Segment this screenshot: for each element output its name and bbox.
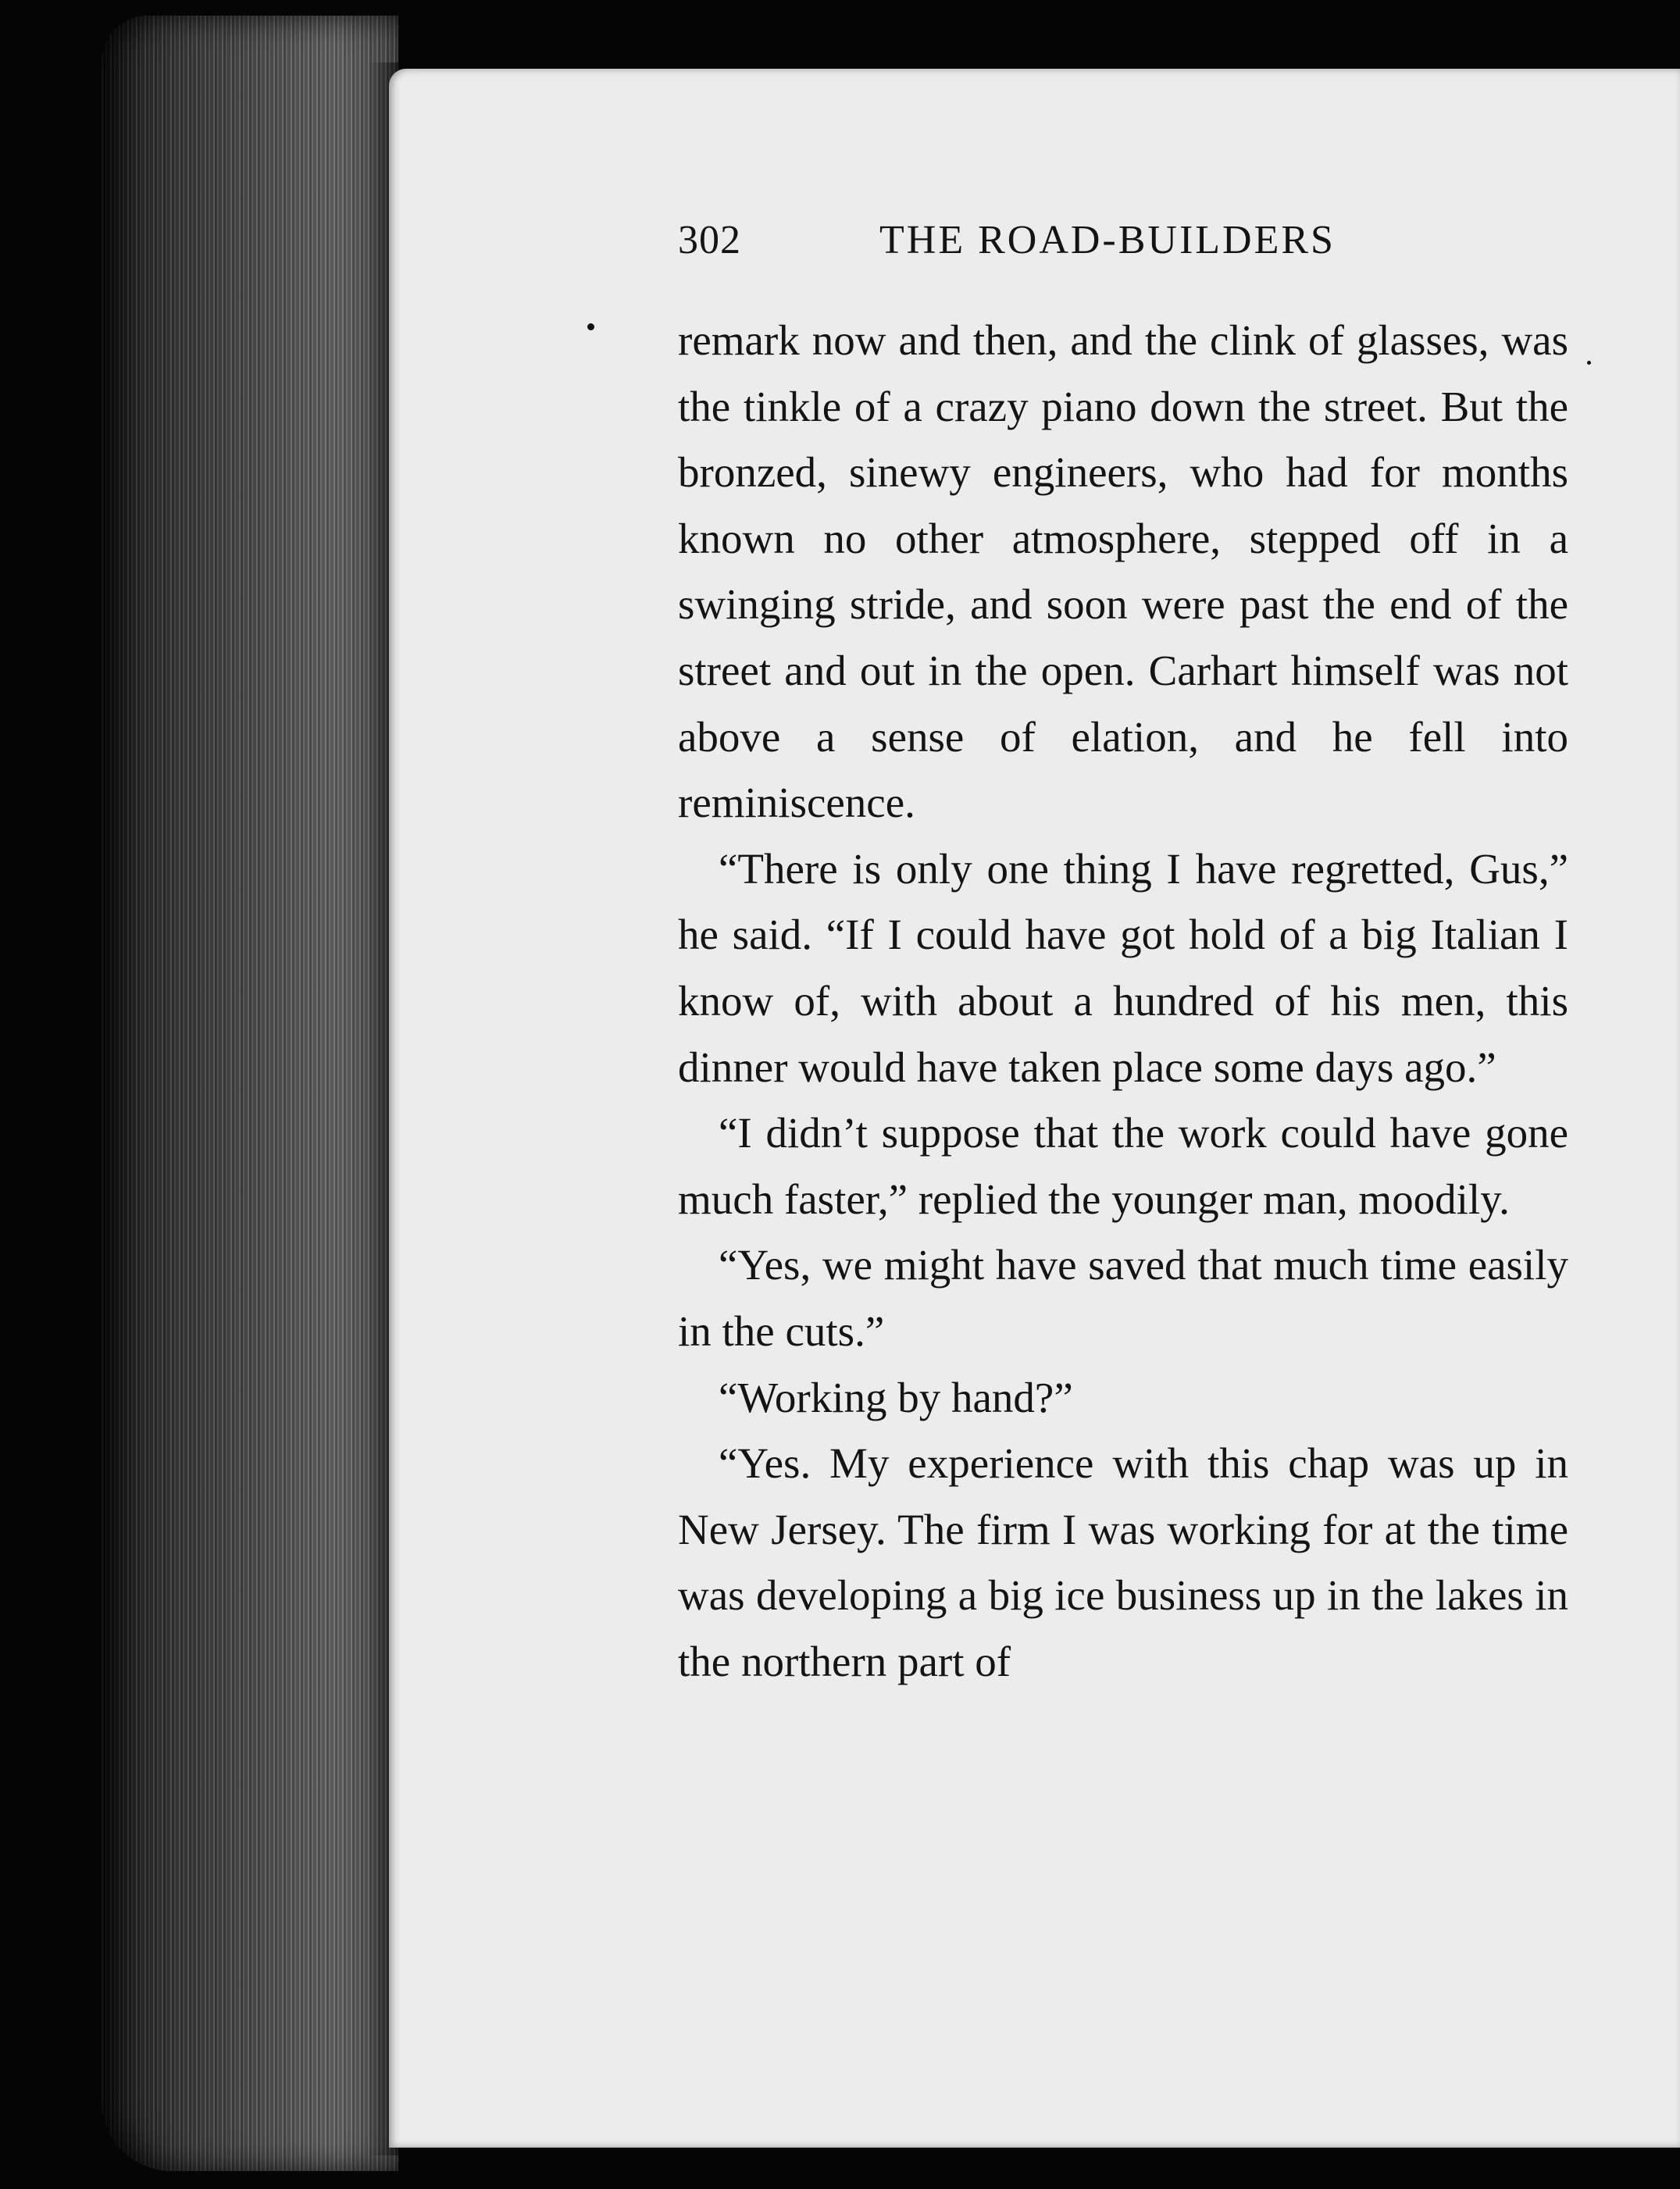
book-page <box>389 69 1680 2148</box>
paragraph: “There is only one thing I have regretted, Gus,” he said. “If I could have got hold of a big Italian I know of, with about a hundred of his men, this dinner would have taken place some days ago.” <box>678 844 1568 1091</box>
body-text <box>678 308 1568 1695</box>
book-fore-edge <box>102 16 398 2171</box>
paragraph: “Working by hand?” <box>719 1373 1073 1421</box>
paragraph: “Yes. My experience with this chap was up in New Jersey. The firm I was working for at the time was developing a big ice business up in the lakes in the northern part of <box>678 1439 1568 1685</box>
running-head: THE ROAD-BUILDERS <box>879 218 1336 262</box>
dust-speck <box>1587 361 1591 365</box>
paragraph: remark now and then, and the clink of glasses, was the tinkle of a crazy piano down the street. But the bronzed, sinewy engineers, who had for months known no other atmosphere, stepped off in a swinging stride, and soon were past the end of the street and out in the open. Carhart himself was not above a sense of elation, and he fell into reminiscence. <box>678 316 1568 827</box>
dust-speck <box>587 323 594 330</box>
page-number: 302 <box>678 218 741 262</box>
paragraph: “Yes, we might have saved that much time easily in the cuts.” <box>678 1241 1568 1355</box>
paragraph: “I didn’t suppose that the work could have gone much faster,” replied the younger man, moodily. <box>678 1109 1568 1223</box>
